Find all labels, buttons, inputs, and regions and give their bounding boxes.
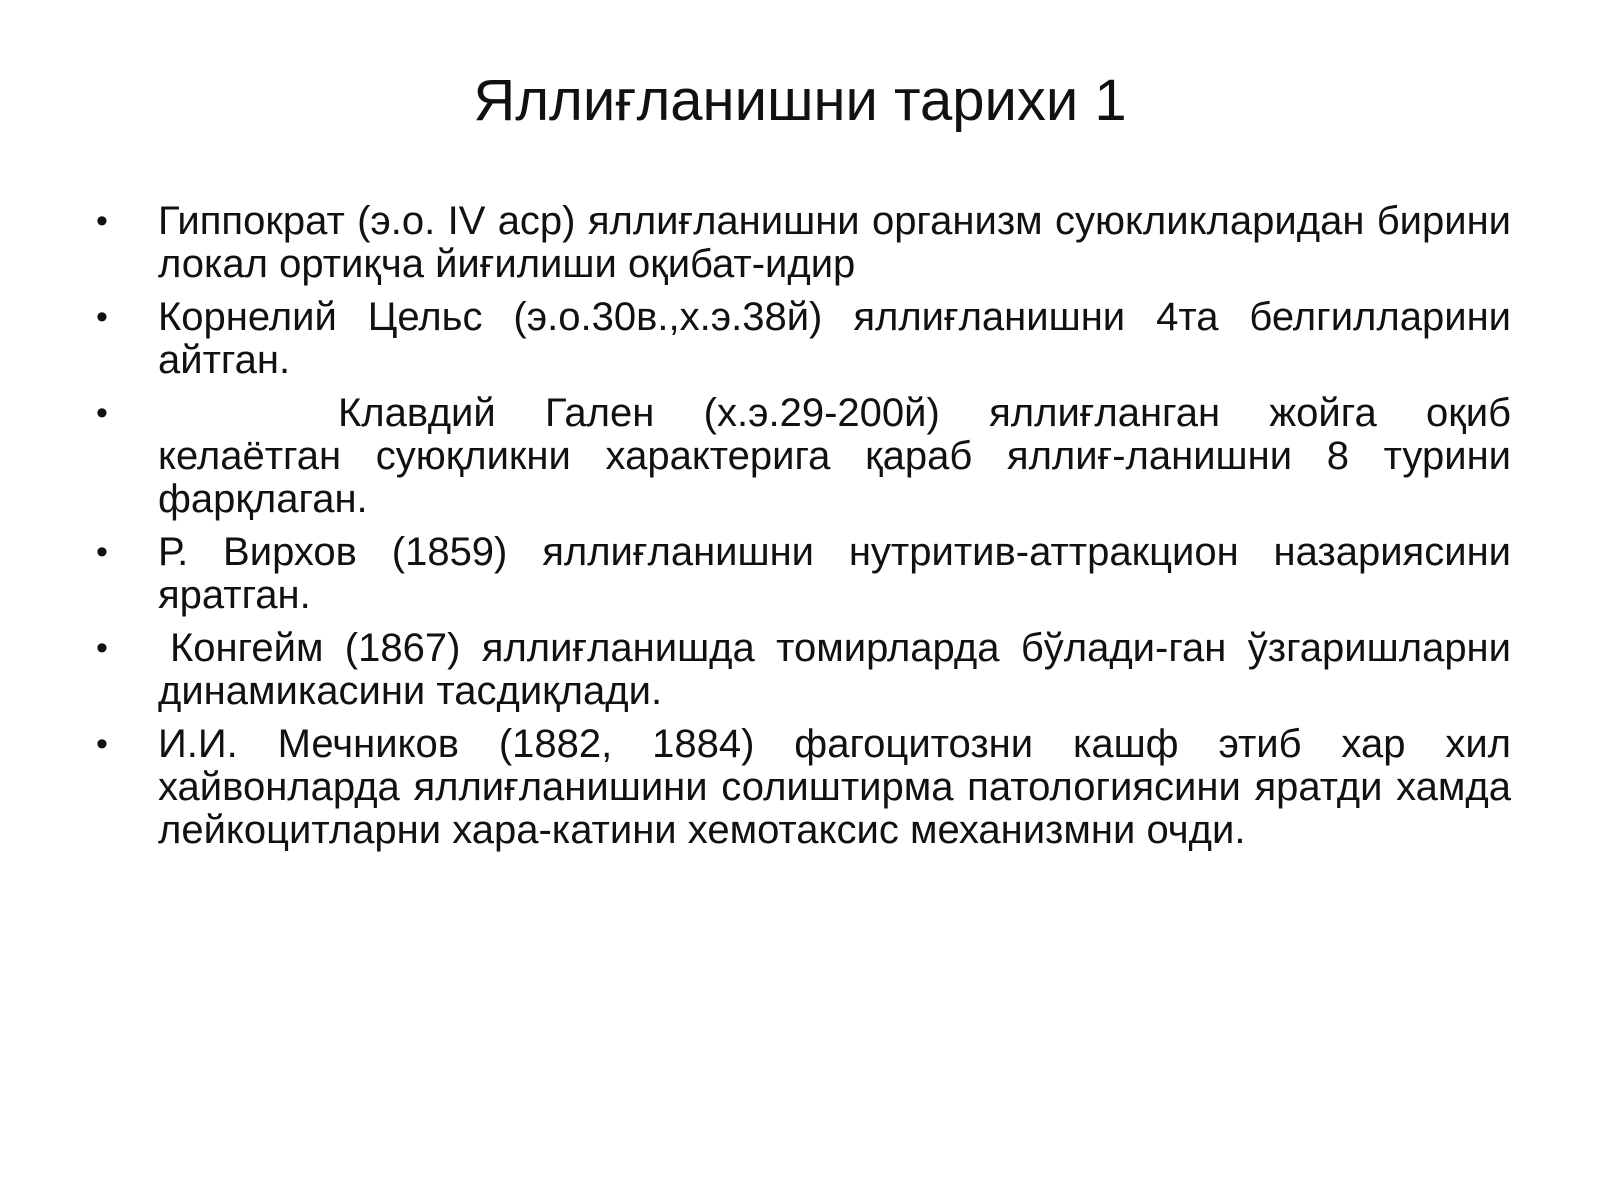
list-item-text: Р. Вирхов (1859) яллиғланишни нутритив-аттракцион назариясини яратган. <box>158 530 1511 617</box>
list-item <box>96 200 1511 286</box>
slide-title: Яллиғланишни тарихи 1 <box>473 68 1127 133</box>
list-item <box>96 627 1511 713</box>
bullet-dot-icon: • <box>96 202 108 240</box>
list-item-text: Гиппократ (э.о. IV аср) яллиғланишни организм суюкликларидан бирини локал ортиқча йиғилиши оқибат-идир <box>158 199 1511 286</box>
list-item-text <box>158 392 1511 521</box>
list-item-text <box>158 627 1511 713</box>
bullet-dot-icon: • <box>96 394 108 432</box>
bullet-dot-icon: • <box>96 298 108 336</box>
list-item-text: Корнелий Цельс (э.о.30в.,х.э.38й) яллиғланишни 4та белгилларини айтган. <box>158 295 1511 382</box>
list-item-text: И.И. Мечников (1882, 1884) фагоцитозни кашф этиб хар хил хайвонларда яллиғланишини солиштирма патологиясини яратди хамда лейкоцитларни хара-катини хемотаксис механизмни очди. <box>158 722 1511 852</box>
list-item <box>96 723 1511 852</box>
list-item-text-content: Клавдий Гален (х.э.29-200й) яллиғланган жойга оқиб келаётган суюқликни характерига қараб яллиғ-ланишни 8 турини фарқлаган. <box>158 391 1511 521</box>
list-item <box>96 531 1511 617</box>
bullet-dot-icon: • <box>96 725 108 763</box>
bullet-dot-icon: • <box>96 533 108 571</box>
list-item <box>96 296 1511 382</box>
list-item-text-content: Конгейм (1867) яллиғланишда томирларда бўлади-ган ўзгаришларни динамикасини тасдиқлади. <box>158 626 1511 713</box>
list-item <box>96 392 1511 521</box>
bullet-dot-icon: • <box>96 629 108 667</box>
bullet-list <box>96 200 1511 862</box>
